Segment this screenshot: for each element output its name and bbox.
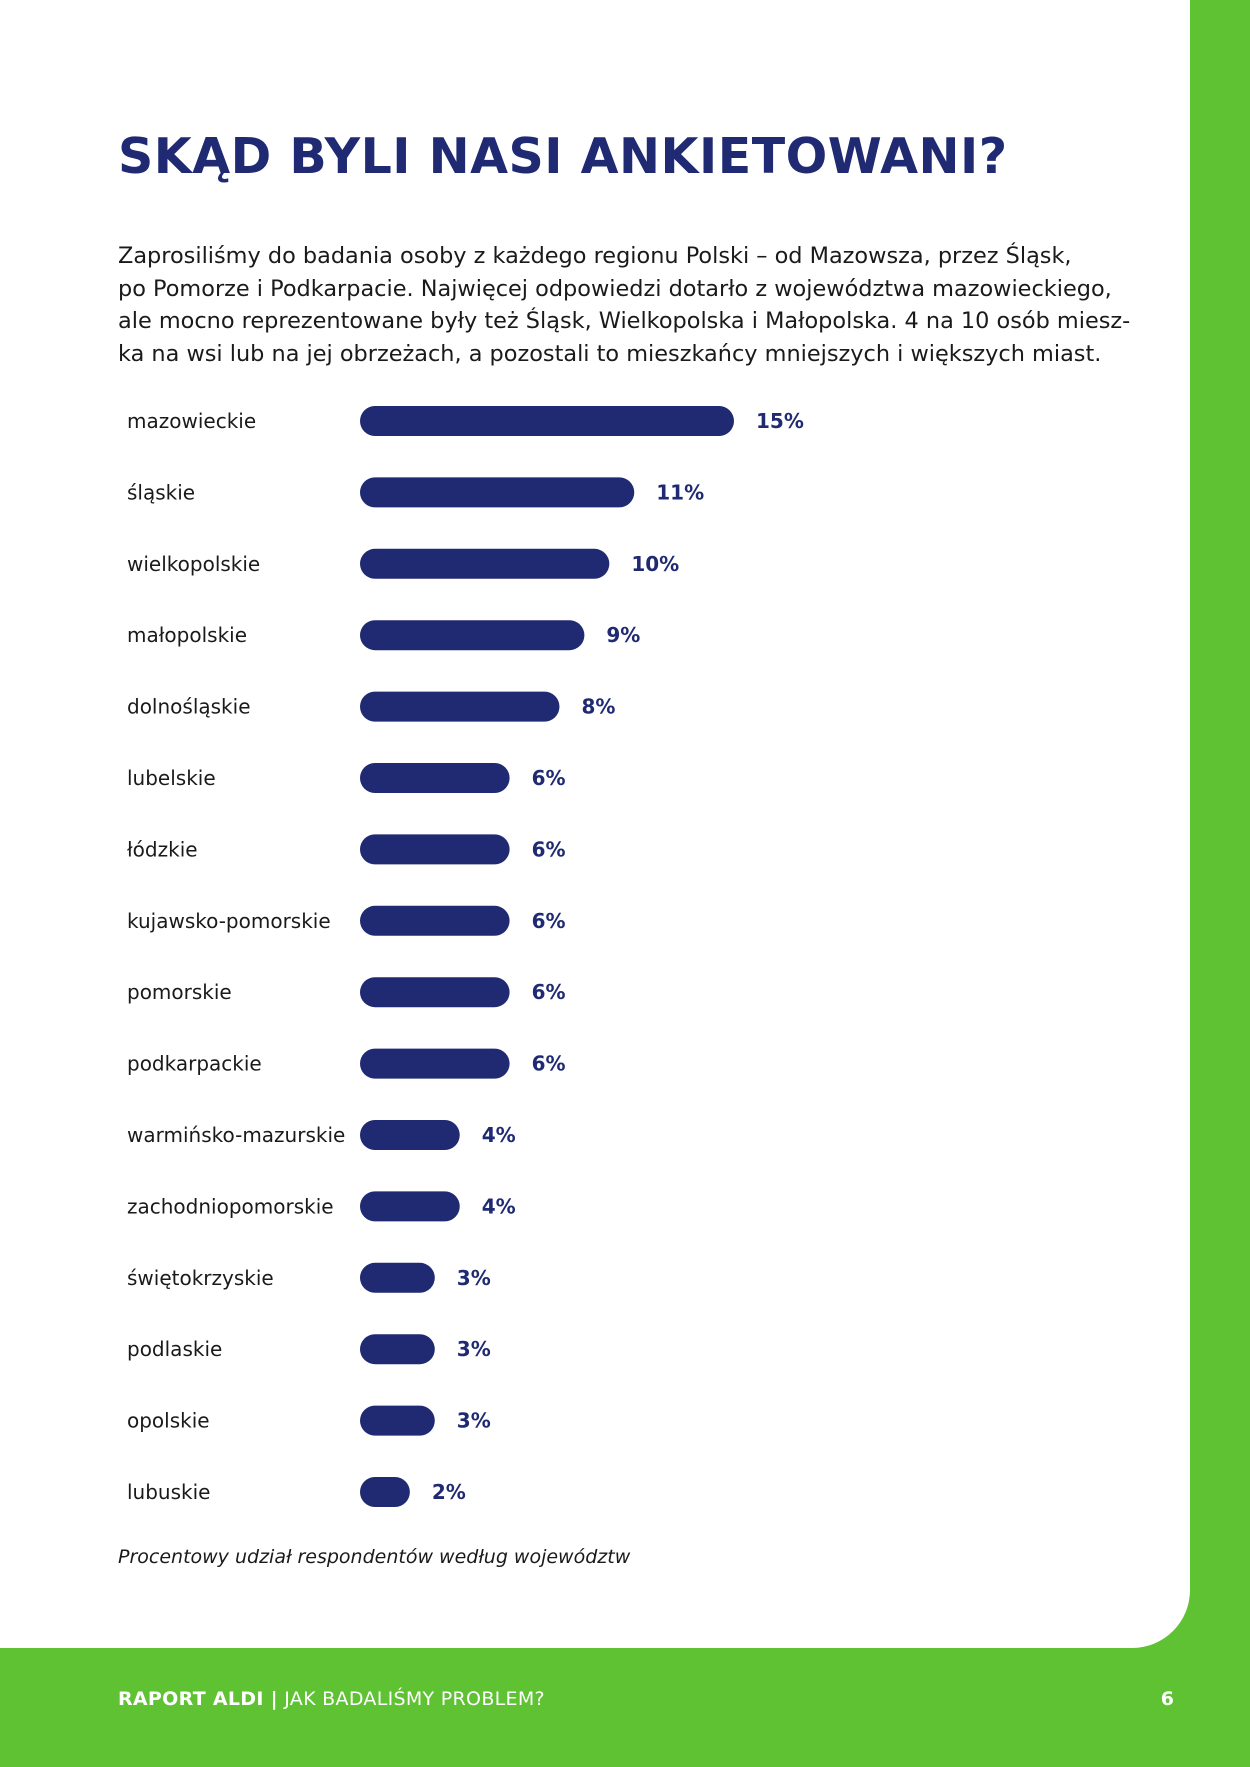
bar-value-label: 6% xyxy=(531,1051,566,1076)
bar xyxy=(360,763,510,793)
bar-value-label: 9% xyxy=(606,623,641,648)
bar xyxy=(360,1334,435,1364)
intro-line: po Pomorze i Podkarpacie. Najwięcej odpowiedzi dotarło z województwa mazowieckiego, xyxy=(118,275,1112,302)
bar-value-label: 2% xyxy=(431,1480,466,1504)
bar-value-label: 4% xyxy=(481,1123,516,1147)
bar-value-label: 4% xyxy=(481,1194,516,1219)
bar xyxy=(360,834,510,864)
bar-category-label: dolnośląskie xyxy=(127,694,251,719)
bar xyxy=(360,1191,460,1221)
bar xyxy=(360,620,584,650)
intro-line: Zaprosiliśmy do badania osoby z każdego regionu Polski – od Mazowsza, przez Śląsk, xyxy=(118,243,1072,269)
bar-category-label: łódzkie xyxy=(127,837,198,862)
bar-value-label: 8% xyxy=(581,694,616,719)
bar-value-label: 11% xyxy=(656,480,705,505)
bar-value-label: 6% xyxy=(531,908,566,933)
bar-category-label: lubelskie xyxy=(127,766,216,790)
bar-category-label: małopolskie xyxy=(127,623,248,648)
bar-category-label: mazowieckie xyxy=(127,409,257,433)
bar-category-label: pomorskie xyxy=(127,980,232,1005)
bar-value-label: 3% xyxy=(456,1408,491,1433)
footer-section-title: JAK BADALIŚMY PROBLEM? xyxy=(284,1688,545,1710)
bar-category-label: lubuskie xyxy=(127,1480,211,1504)
bar xyxy=(360,906,510,936)
intro-line: ale mocno reprezentowane były też Śląsk, Wielkopolska i Małopolska. 4 na 10 osób miesz- xyxy=(118,308,1131,334)
bar-value-label: 6% xyxy=(531,837,566,862)
chart-caption: Procentowy udział respondentów według województw xyxy=(118,1546,631,1568)
page-title: SKĄD BYLI NASI ANKIETOWANI? xyxy=(118,128,1008,185)
footer-brand xyxy=(118,1688,545,1710)
bar xyxy=(360,1406,435,1436)
footer-brand-name: RAPORT ALDI | xyxy=(118,1688,278,1710)
bar xyxy=(360,1049,510,1079)
intro-line: ka na wsi lub na jej obrzeżach, a pozostali to mieszkańcy mniejszych i większych miast. xyxy=(118,340,1102,367)
bar-category-label: opolskie xyxy=(127,1408,210,1433)
bar xyxy=(360,692,559,722)
bar-category-label: podlaskie xyxy=(127,1337,223,1362)
bar xyxy=(360,1477,410,1507)
bar-value-label: 6% xyxy=(531,766,566,790)
bar-category-label: śląskie xyxy=(127,480,196,505)
bar-category-label: podkarpackie xyxy=(127,1051,262,1076)
bar xyxy=(360,1120,460,1150)
bar-category-label: kujawsko-pomorskie xyxy=(127,908,331,933)
bar xyxy=(360,477,634,507)
bar-category-label: wielkopolskie xyxy=(127,551,261,576)
bar xyxy=(360,1263,435,1293)
bar-value-label: 6% xyxy=(531,980,566,1005)
bar-value-label: 15% xyxy=(756,409,804,433)
bar-value-label: 3% xyxy=(456,1265,491,1290)
bar xyxy=(360,549,609,579)
bar-category-label: zachodniopomorskie xyxy=(127,1194,334,1219)
bar-category-label: warmińsko-mazurskie xyxy=(127,1123,346,1147)
bar-category-label: świętokrzyskie xyxy=(127,1265,274,1290)
bar xyxy=(360,406,734,436)
bar-value-label: 10% xyxy=(631,551,680,576)
bar xyxy=(360,977,510,1007)
bar-value-label: 3% xyxy=(456,1337,491,1362)
page-number: 6 xyxy=(1160,1688,1174,1710)
